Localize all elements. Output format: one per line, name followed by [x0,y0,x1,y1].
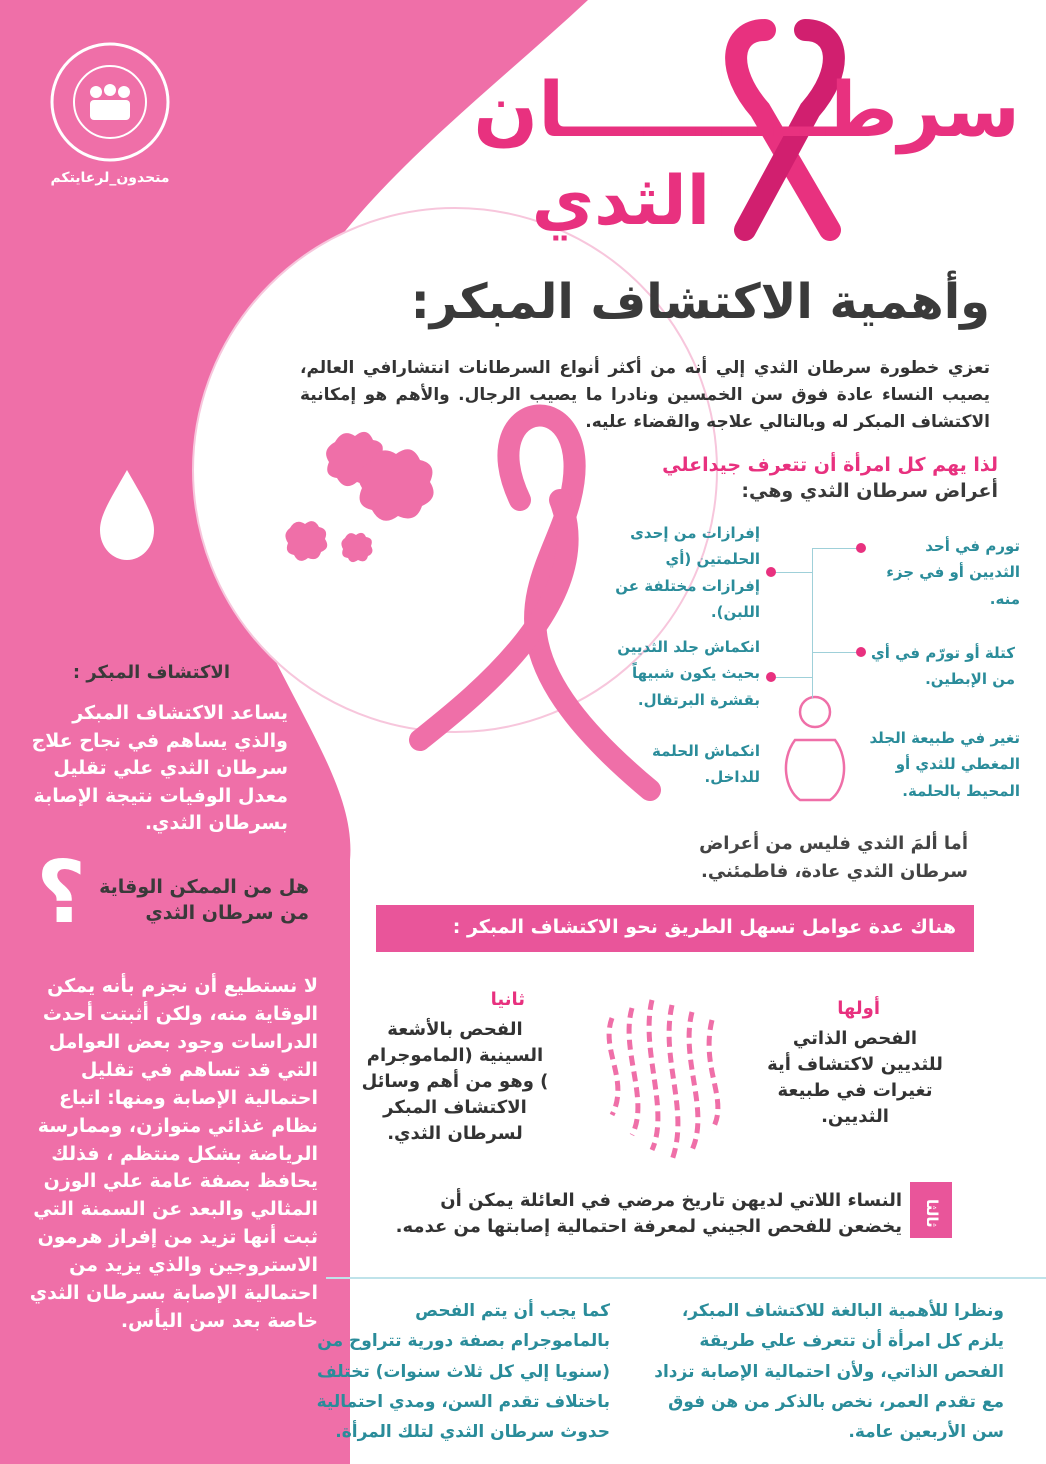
factor-first-label: أولها [837,998,880,1019]
symptom-bullet [766,672,776,682]
factor-second-label: ثانيا [490,989,525,1010]
symptom-right-2: كتلة أو تورّم في أي من الإبطين. [871,644,1015,689]
factor-first-text: الفحص الذاتي للثديين لاكتشاف أية تغيرات في طبيعة الثديين. [767,1028,943,1128]
hospital-logo-icon [48,40,172,164]
symptoms-heading-line2: أعراض سرطان الثدي وهي: [741,479,998,502]
symptom-left-1: إفرازات من إحدى الحلمتين (أي إفرازات مختلفة عن اللبن). [615,524,760,621]
symptom-connector-right-2 [812,652,857,653]
pain-note: أما ألمَ الثدي فليس من أعراض سرطان الثدي عادة، فاطمئني. [699,833,968,882]
symptom-left-2: انكماش جلد الثديين بحيث يكون شبيهاً بقشرة البرتقال. [617,638,760,709]
early-detection-text: يساعد الاكتشاف المبكر والذي يساهم في نجاح علاج سرطان الثدي علي تقليل معدل الوفيات نتيجة الإصابة بسرطان الثدي. [31,702,288,835]
prevention-text: لا نستطيع أن نجزم بأنه يمكن الوقاية منه، ولكن أثبتت أحدث الدراسات وجود بعض العوامل التي قد تساهم في تقليل احتمالية الإصابة ومنها: اتباع نظام غذائي متوازن، وممارسة الرياضة بشكل منتظم ، فذلك يحافظ بصفة عامة علي الوزن المثالي والبعد عن السمنة التي ثبت أنها تزيد من إفراز هرمون الاستروجين والذي يزيد من احتمالية الإصابة بسرطان الثدي خاصة بعد سن اليأس. [29,975,318,1333]
symptom-right-1: تورم في أحد الثديين أو في جزء منه. [886,537,1020,608]
question-mark-icon: ؟ [36,843,86,943]
factor-second-text: الفحص بالأشعة السينية (الماموجرام ) وهو من أهم وسائل الاكتشاف المبكر لسرطان الثدي. [361,1019,549,1145]
symptom-bullet [856,647,866,657]
symptoms-heading-line1: لذا يهم كل امرأة أن تتعرف جيداعلي [662,454,998,476]
intro-paragraph: تعزي خطورة سرطان الثدي إلي أنه من أكثر أنواع السرطانات انتشارافي العالم، يصيب النساء عادة فوق سن الخمسين ونادرا ما يصيب الرجال. والأهم هو إمكانية الاكتشاف المبكر له وبالتالي علاجه والقضاء عليه. [300,358,990,433]
symptom-bullet [856,543,866,553]
prevention-heading: هل من الممكن الوقاية من سرطان الثدي [99,876,309,924]
symptom-right-3: تغير في طبيعة الجلد المغطي للثدي أو المحيط بالحلمة. [869,729,1020,800]
title-line1: سرطــــــــــان [473,65,1020,154]
wave-lines [609,1000,718,1160]
title-line2: الثدي [531,162,710,241]
subtitle: وأهمية الاكتشاف المبكر: [410,274,990,330]
symptom-connector-left-2 [775,677,812,678]
bottom-left-text: كما يجب أن يتم الفحص بالماموجرام بصفة دورية تتراوح من (سنويا إلي كل ثلاث سنوات) تختلف باختلاف تقدم السن، ومدي احتمالية حدوث سرطان الثدي لتلك المرأة. [316,1301,610,1442]
factor-third-text: النساء اللاتي لديهن تاريخ مرضي في العائلة يمكن أن يخضعن للفحص الجيني لمعرفة احتمالية إصابتها من عدمه. [395,1190,902,1238]
early-detection-heading: الاكتشاف المبكر : [72,662,230,683]
symptoms-heading [660,453,998,504]
section-divider [326,1277,1046,1279]
factors-banner: هناك عدة عوامل تسهل الطريق نحو الاكتشاف المبكر : [376,905,974,952]
symptom-left-3: انكماش الحلمة للداخل. [652,742,760,787]
body-outline-icon [786,697,844,800]
bottom-right-text: ونظرا للأهمية البالغة للاكتشاف المبكر، يلزم كل امرأة أن تتعرف علي طريقة الفحص الذاتي، ولأن احتمالية الإصابة تزداد مع تقدم العمر، نخص بالذكر من هن فوق سن الأربعين عامة. [654,1301,1004,1442]
symptom-bullet [766,567,776,577]
logo-tagline: متحدون_لرعايتكم [50,170,170,186]
hospital-logo [48,40,172,164]
factor-third-label: ثالثا [910,1182,952,1238]
symptom-connector-vertical [812,548,813,698]
symptom-connector-right-1 [812,548,857,549]
symptom-connector-left-1 [775,572,812,573]
